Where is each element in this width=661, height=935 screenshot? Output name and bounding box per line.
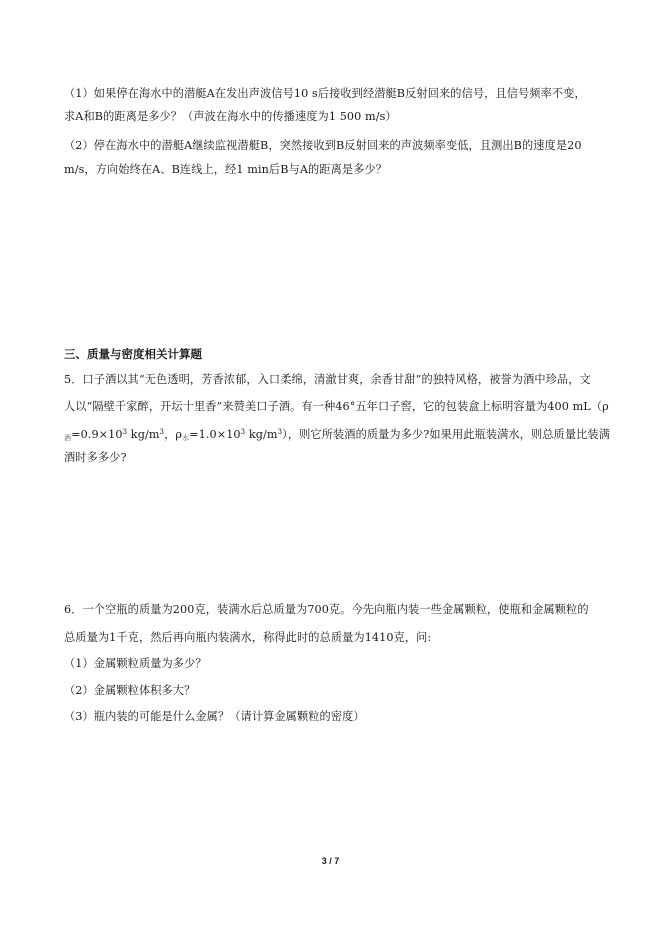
q5-line3-e: kg/m	[245, 428, 278, 441]
q4-part2-line1: （2）停在海水中的潜艇A继续监视潜艇B，突然接收到B反射回来的声波频率变低，且测出B的速度是20	[64, 139, 582, 152]
exponent: 3	[277, 428, 283, 436]
page-number: 3 / 7	[321, 856, 340, 866]
q5-line4: 酒时多多少?	[64, 451, 127, 464]
q5-line1: 5．口子酒以其“无色透明，芳香浓郁，入口柔绵，清澈甘爽，余香甘甜”的独特风格，被誉为酒中珍品，文	[64, 373, 591, 386]
q5-line2: 人以“隔壁千家醉，开坛十里香”来赞美口子酒。有一种46°五年口子窖，它的包装盒上标明容量为400 mL（ρ	[64, 400, 609, 413]
exponent: 3	[159, 428, 165, 436]
q5-line3	[64, 425, 610, 445]
q5-line3-a: =0.9×10	[71, 428, 123, 441]
q6-part3: （3）瓶内装的可能是什么金属？（请计算金属颗粒的密度）	[64, 710, 365, 723]
q5-line3-c: ，ρ	[164, 428, 183, 441]
q4-part2-line2: m/s，方向始终在A、B连线上，经1 min后B与A的距离是多少？	[64, 163, 388, 176]
q6-part1: （1）金属颗粒质量为多少？	[64, 657, 207, 670]
q4-part1-line1: （1）如果停在海水中的潜艇A在发出声波信号10 s后接收到经潜艇B反射回来的信号，且信号频率不变，	[64, 87, 586, 100]
q6-part2: （2）金属颗粒体积多大？	[64, 684, 196, 697]
q5-line3-d: =1.0×10	[189, 428, 241, 441]
exponent: 3	[240, 428, 246, 436]
rho-wine-subscript: 酒	[64, 434, 72, 442]
q6-line1: 6．一个空瓶的质量为200克，装满水后总质量为700克。今先向瓶内装一些金属颗粒，使瓶和金属颗粒的	[64, 603, 589, 616]
q5-line3-f: ），则它所装酒的质量为多少?如果用此瓶装满水，则总质量比装满	[282, 428, 610, 441]
q4-part1-line2: 求A和B的距离是多少？（声波在海水中的传播速度为1 500 m/s）	[64, 110, 397, 123]
q5-line3-b: kg/m	[127, 428, 160, 441]
q6-line2: 总质量为1千克，然后再向瓶内装满水，称得此时的总质量为1410克，问:	[64, 631, 432, 644]
exponent: 3	[122, 428, 128, 436]
section-heading: 三、质量与密度相关计算题	[64, 347, 202, 361]
rho-water-subscript: 水	[182, 434, 190, 442]
